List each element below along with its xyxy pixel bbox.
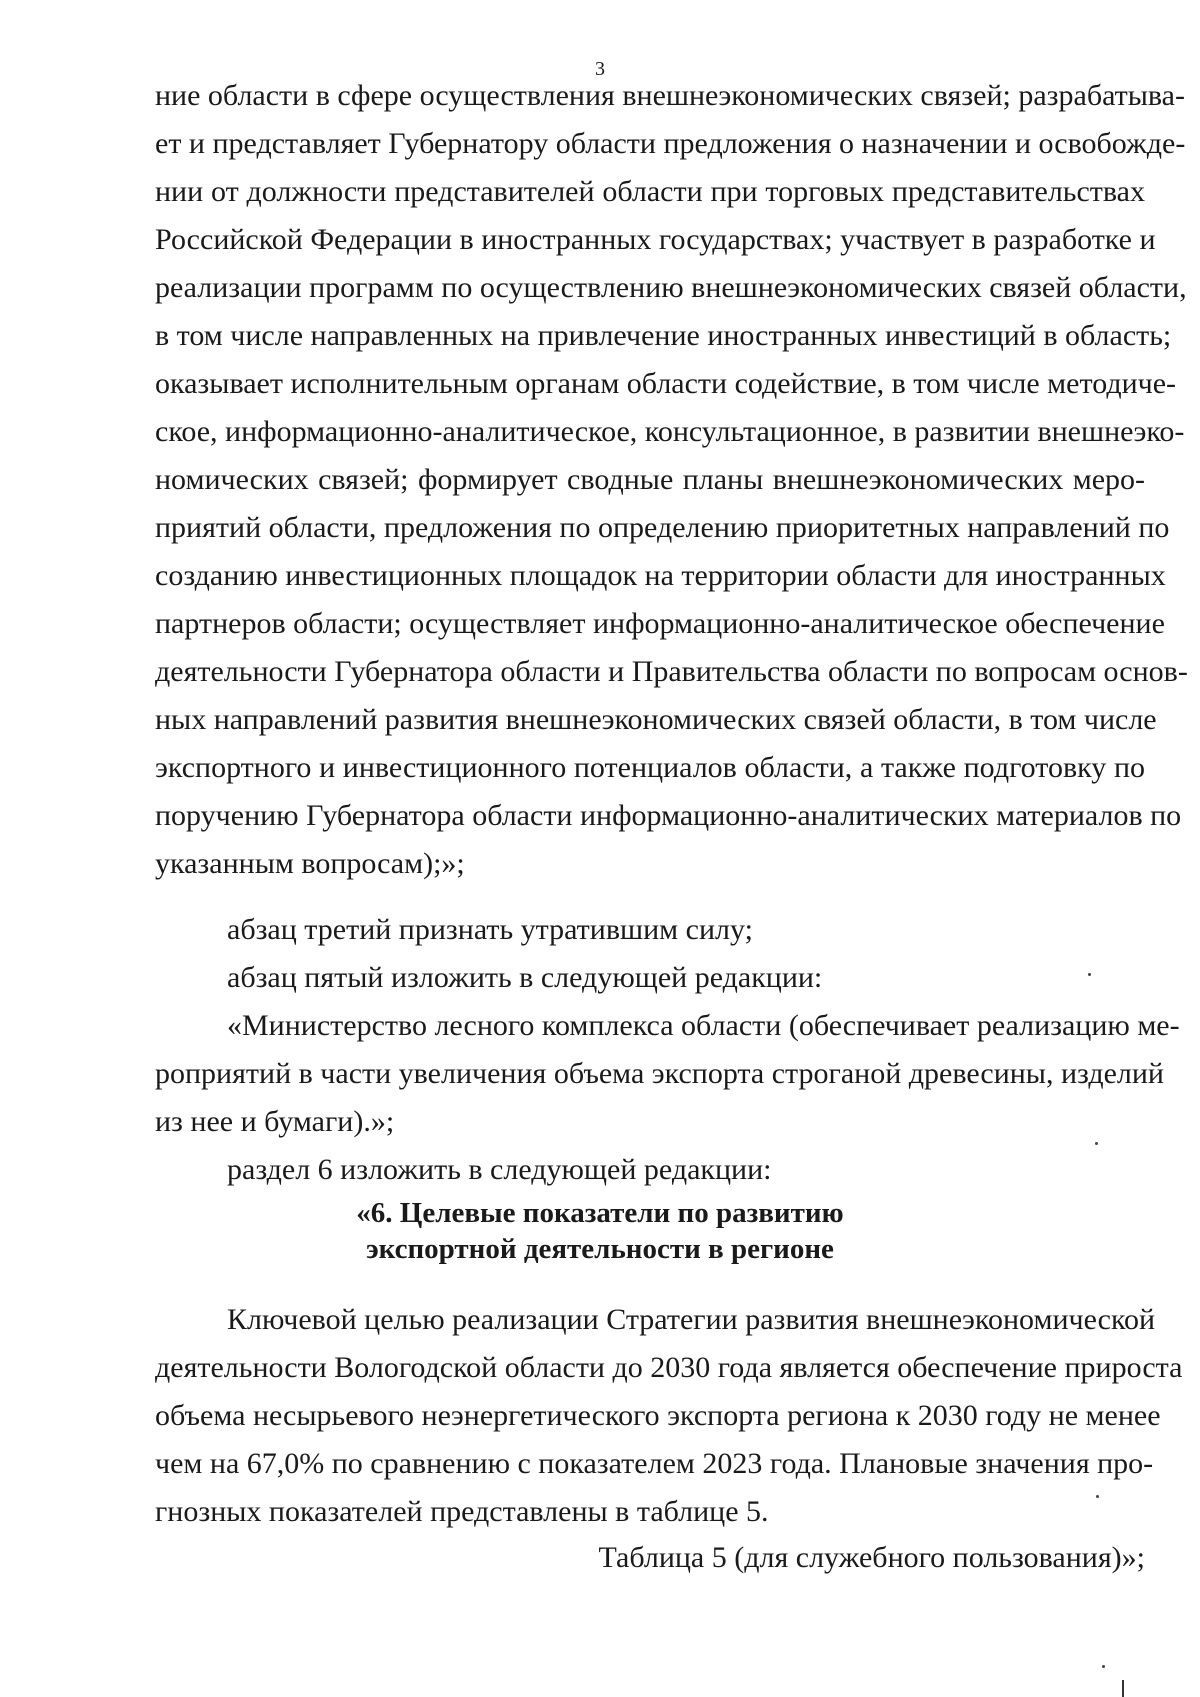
text-line: Российской Федерации в иностранных государствах; участвует в разработке и (155, 223, 1156, 256)
table-reference: Таблица 5 (для служебного пользования)»; (598, 1541, 1145, 1574)
text-line: созданию инвестиционных площадок на территории области для иностранных (155, 559, 1166, 592)
section-heading-line-2: экспортной деятельности в регионе (366, 1233, 834, 1265)
text-line: партнеров области; осуществляет информационно-аналитическое обеспечение (155, 607, 1165, 640)
amendment-para-5-intro: абзац пятый изложить в следующей редакции: (227, 961, 823, 994)
text-line: поручению Губернатора области информационно-аналитических материалов по (155, 799, 1182, 832)
quote-line: из нее и бумаги).»; (155, 1105, 395, 1138)
page-number: 3 (595, 58, 605, 80)
section-heading-line-1: «6. Целевые показатели по развитию (356, 1197, 844, 1229)
continuation-paragraph (155, 72, 1188, 888)
scan-edge-mark (1122, 1680, 1130, 1697)
amendments-block (155, 906, 1180, 1194)
text-line: деятельности Губернатора области и Правительства области по вопросам основ- (155, 655, 1188, 688)
scan-speck (1095, 1142, 1098, 1145)
text-line: ние области в сфере осуществления внешнеэкономических связей; разрабатыва- (155, 79, 1185, 112)
text-line: приятий области, предложения по определению приоритетных направлений по (155, 511, 1170, 544)
amendment-section-6-intro: раздел 6 изложить в следующей редакции: (227, 1153, 772, 1186)
text-line: в том числе направленных на привлечение иностранных инвестиций в область; (155, 319, 1172, 352)
section-heading (0, 1195, 1200, 1267)
text-line: ское, информационно-аналитическое, консультационное, в развитии внешнеэко- (155, 415, 1185, 448)
scan-speck (1102, 1665, 1105, 1668)
text-line: указанным вопросам);»; (155, 847, 465, 880)
text-line: Ключевой целью реализации Стратегии развития внешнеэкономической (227, 1303, 1156, 1336)
text-line: чем на 67,0% по сравнению с показателем 2023 года. Плановые значения про- (155, 1447, 1154, 1480)
text-line: реализации программ по осуществлению внешнеэкономических связей области, (155, 271, 1187, 304)
text-line: экспортного и инвестиционного потенциалов области, а также подготовку по (155, 751, 1145, 784)
section-body (155, 1296, 1183, 1536)
text-line: номических связей; формирует сводные планы внешнеэкономических меро- (155, 463, 1145, 496)
text-line: объема несырьевого неэнергетического экспорта региона к 2030 году не менее (155, 1399, 1161, 1432)
quote-line: «Министерство лесного комплекса области (обеспечивает реализацию ме- (227, 1009, 1180, 1042)
scan-speck (1096, 1495, 1099, 1498)
quote-line: роприятий в части увеличения объема экспорта строганой древесины, изделий (155, 1057, 1164, 1090)
scan-speck (1088, 973, 1091, 976)
text-line: ных направлений развития внешнеэкономических связей области, в том числе (155, 703, 1157, 736)
text-line: гнозных показателей представлены в таблице 5. (155, 1495, 769, 1528)
text-line: ет и представляет Губернатору области предложения о назначении и освобожде- (155, 127, 1186, 160)
text-line: нии от должности представителей области при торговых представительствах (155, 175, 1145, 208)
text-line: оказывает исполнительным органам области содействие, в том числе методиче- (155, 367, 1177, 400)
text-line: деятельности Вологодской области до 2030 года является обеспечение прироста (155, 1351, 1183, 1384)
amendment-para-3: абзац третий признать утратившим силу; (227, 913, 753, 946)
